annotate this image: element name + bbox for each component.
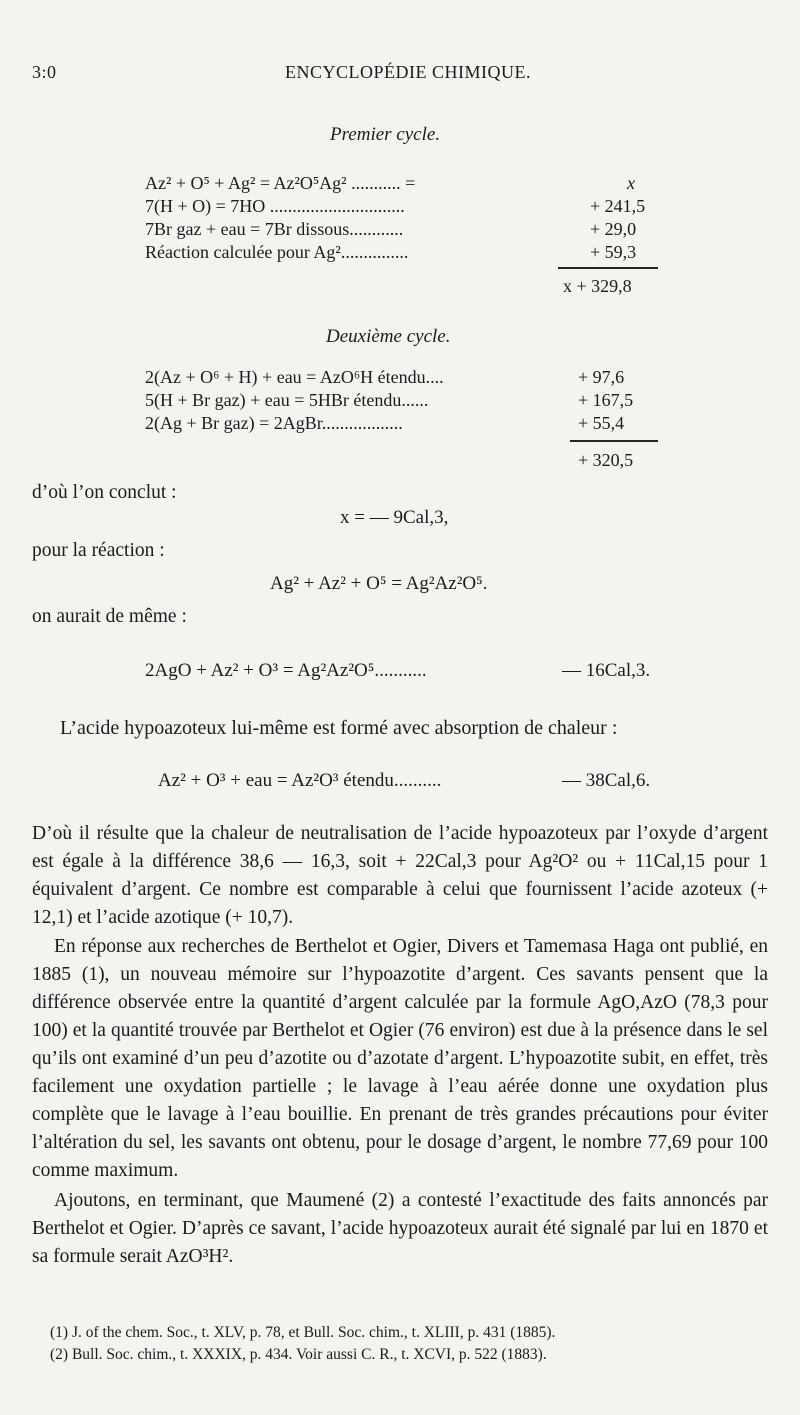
reaction-equation: Ag² + Az² + O⁵ = Ag²Az²O⁵.: [270, 573, 488, 594]
running-title: ENCYCLOPÉDIE CHIMIQUE.: [285, 62, 531, 82]
same-lead: on aurait de même :: [32, 606, 187, 627]
cycle1-value-4: + 59,3: [590, 242, 637, 262]
acid-statement: L’acide hypoazoteux lui-même est formé avec absorption de chaleur :: [60, 717, 618, 739]
cycle2-row-1: 2(Az + O⁶ + H) + eau = AzO⁶H étendu....: [145, 367, 444, 387]
cycle1-sum-line: [558, 267, 658, 269]
cycle2-title: Deuxième cycle.: [326, 326, 451, 347]
cycle2-sum-line: [570, 440, 658, 442]
cycle1-value-3: + 29,0: [590, 219, 637, 239]
cycle2-row-2: 5(H + Br gaz) + eau = 5HBr étendu......: [145, 390, 429, 410]
cycle2-value-2: + 167,5: [578, 390, 634, 410]
cycle1-row-2: 7(H + O) = 7HO ..............................: [145, 196, 405, 216]
cycle1-row-3: 7Br gaz + eau = 7Br dissous............: [145, 219, 404, 239]
conclusion-lead: d’où l’on conclut :: [32, 482, 177, 503]
cycle2-row-3: 2(Ag + Br gaz) = 2AgBr..................: [145, 413, 403, 433]
cycle2-value-3: + 55,4: [578, 413, 625, 433]
paragraph-2: En réponse aux recherches de Berthelot et Ogier, Divers et Tamemasa Haga ont publié, en 1885 (1), un nouveau mémoire sur l’hypoazotite d’argent. Ces savants pensent que la différence observée entre la quantité d’argent calculée par la formule AgO,AzO (78,3 pour 100) et la quantité trouvée par Berthelot et Ogier (76 environ) est due à la présence dans le sel qu’ils ont examiné d’un peu d’azotite ou d’azotate d’argent. L’hypoazotite subit, en effet, très facilement une oxydation partielle ; le lavage à l’eau aérée donne une oxydation plus complète que le lavage à l’eau bouillie. En prenant de très grandes précautions pour éviter l’altération du sel, les savants ont obtenu, pour le dosage d’argent, le nombre 77,69 pour 100 comme maximum.: [32, 936, 768, 1181]
body-text: [32, 820, 768, 1271]
footnote-2: (2) Bull. Soc. chim., t. XXXIX, p. 434. Voir aussi C. R., t. XCVI, p. 522 (1883).: [50, 1346, 547, 1363]
conclusion-equation: x = — 9Cal,3,: [340, 507, 449, 528]
cycle2-value-1: + 97,6: [578, 367, 625, 387]
cycle1-row-4: Réaction calculée pour Ag²...............: [145, 242, 409, 262]
same-value: — 16Cal,3.: [562, 660, 651, 681]
paragraph-1: D’où il résulte que la chaleur de neutralisation de l’acide hypoazoteux par l’oxyde d’argent est égale à la différence 38,6 — 16,3, soit + 22Cal,3 pour Ag²O² ou + 11Cal,15 pour 1 équivalent d’argent. Ce nombre est comparable à celui que fournissent l’acide azoteux (+ 12,1) et l’acide azotique (+ 10,7).: [32, 823, 768, 928]
page-number: 3:0: [32, 62, 57, 82]
cycle1-title: Premier cycle.: [330, 124, 441, 145]
paragraph-3: Ajoutons, en terminant, que Maumené (2) a contesté l’exactitude des faits annoncés par Berthelot et Ogier. D’après ce savant, l’acide hypoazoteux aurait été signalé par lui en 1870 et sa formule serait AzO³H².: [32, 1190, 768, 1267]
cycle1-value-1: x: [627, 173, 635, 193]
same-equation: 2AgO + Az² + O³ = Ag²Az²O⁵...........: [145, 660, 427, 681]
cycle1-total: x + 329,8: [563, 276, 632, 296]
acid-value: — 38Cal,6.: [562, 770, 651, 791]
cycle1-row-1: Az² + O⁵ + Ag² = Az²O⁵Ag² ........... =: [145, 173, 416, 193]
footnote-1: (1) J. of the chem. Soc., t. XLV, p. 78, et Bull. Soc. chim., t. XLIII, p. 431 (1885).: [50, 1324, 556, 1341]
acid-equation: Az² + O³ + eau = Az²O³ étendu..........: [158, 770, 442, 791]
cycle2-total: + 320,5: [578, 450, 634, 470]
cycle1-value-2: + 241,5: [590, 196, 646, 216]
reaction-lead: pour la réaction :: [32, 540, 165, 561]
